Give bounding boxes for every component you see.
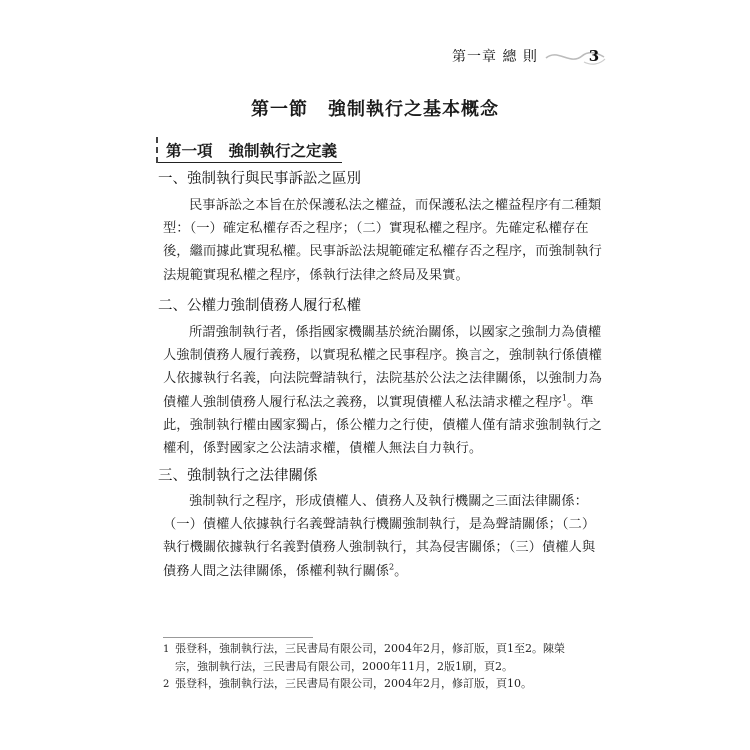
paragraph [163,321,602,460]
footnote-mark: 2 [163,679,170,690]
footnote-ref[interactable]: 2 [389,562,395,572]
text-line: （一）債權人依據執行名義聲請執行機關強制執行，是為聲請關係；（二） [163,517,596,533]
text-line: 人依據執行名義，向法院聲請執行，法院基於公法之法律關係，以強制力為 [163,371,602,387]
section-number: 第一節 [251,99,308,120]
subsection-heading: 一、強制執行與民事訴訟之區別 [158,171,361,187]
item-name: 強制執行之定義 [228,142,338,160]
footnote: 2 張登科，強制執行法，三民書局有限公司，2004年2月，修訂版，頁10。 [163,675,603,693]
footnotes [163,640,603,693]
text-line: 權利，係對國家之公法請求權，債權人無法自力執行。 [163,441,483,457]
section-title [0,95,750,121]
text-line: 後，繼而據此實現私權。民事訴訟法規範確定私權存否之程序，而強制執行 [163,244,602,260]
footnote: 1 張登科，強制執行法，三民書局有限公司，2004年2月，修訂版，頁1至2。陳榮 [163,640,603,658]
text-line: 債務人間之法律關係，係權利執行關係$^2$。 [163,562,408,579]
subsection-heading: 二、公權力強制債務人履行私權 [158,298,361,314]
section-name: 強制執行之基本概念 [328,99,499,120]
text-line: 債權人強制債務人履行私法之義務，以實現債權人私法請求權之程序$^1$。準 [163,393,594,410]
chapter-label: 第一章 總 則 [452,49,538,65]
footnote-divider [163,637,313,638]
text-line: 人強制債務人履行義務，以實現私權之民事程序。換言之，強制執行係債權 [163,348,602,364]
text-line: 型：（一）確定私權存否之程序；（二）實現私權之程序。先確定私權存在 [163,221,589,237]
text-line: 執行機關依據執行名義對債務人強制執行，其為侵害關係；（三）債權人與 [163,540,596,556]
item-number: 第一項 [166,142,213,160]
page-number: 3 [588,47,600,65]
text-line: 此，強制執行權由國家獨占，係公權力之行使，債權人僅有請求強制執行之 [163,417,602,433]
text-line: 民事訴訟之本旨在於保護私法之權益，而保護私法之權益程序有二種類 [189,198,602,213]
paragraph [163,194,602,287]
footnote-ref[interactable]: 1 [561,393,567,403]
footnote-continuation: 宗，強制執行法，三民書局有限公司，2000年11月，2版1刷，頁2。 [175,660,513,673]
item-title [156,137,342,163]
footnote-mark: 1 [163,644,170,655]
paragraph [163,490,596,583]
text-line: 強制執行之程序，形成債權人、債務人及執行機關之三面法律關係： [189,494,588,509]
text-line: 所謂強制執行者，係指國家機關基於統治關係，以國家之強制力為債權 [189,325,602,340]
subsection-heading: 三、強制執行之法律關係 [158,468,318,484]
text-line: 法規範實現私權之程序，係執行法律之終局及果實。 [163,267,469,283]
